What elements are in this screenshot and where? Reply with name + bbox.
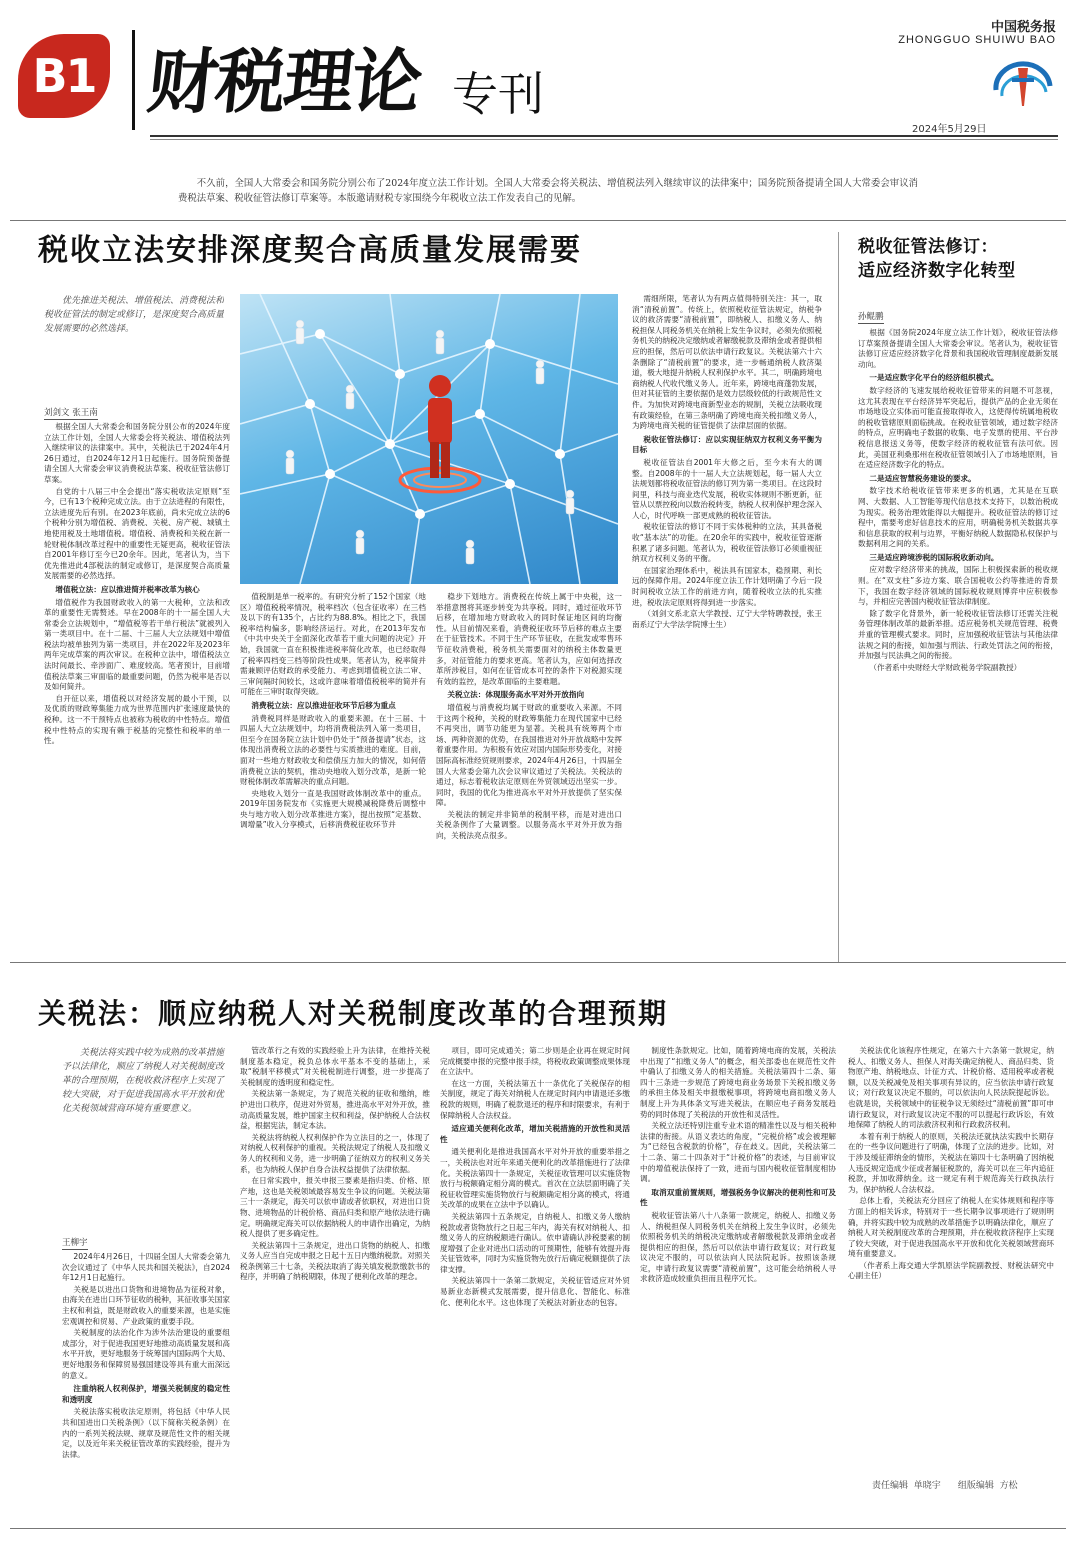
article1-lead: 优先推进关税法、增值税法、消费税法和税收征管法的制定或修订，是深度契合高质量发展需要的必然选择。 xyxy=(44,296,224,334)
subheading: 消费税立法：应以推进征收环节后移为重点 xyxy=(251,700,396,710)
paragraph: 总体上看，关税法充分回应了纳税人在实体规则和程序等方面上的相关诉求，特别对于一些长期争议事项进行了规则明确，并将实践中较为成熟的改革措施予以明确法律化，顺应了纳税人对关税制度改革的合理预期，并在税收救济程序上实现了较大突破，对于促进我国高水平开放和优化关税领域营商环境有重要意义。 xyxy=(848,1196,1054,1259)
paragraph: 在日常实践中，报关申报三要素是指归类、价格、原产地，这也是关税领域最容易发生争议的问题。关税法第三十一条规定，海关可以依申请或者依职权，对进出口货物、进境物品的计税价格、商品归类和原产地依法进行确定。明确规定海关可以依据纳税人的申请作出确定，为纳税人提供了更多确定性。 xyxy=(240,1176,430,1239)
section-title: 财税理论 xyxy=(143,40,425,123)
paragraph: 增值税作为我国财政收入的第一大税种，立法和改革的重要性无需赘述。早在2008年的十一届全国人大常委会立法规划中，“增值税等若干单行税法”就被列入第一类项目中。在十二届、十三届人大立法规划中增值税法均被单独列为第一类项目，并在2022年及2023年两年完成草案的两次审议。在税种立法中，增值税法立法时间最长、牵涉面广、难度较高。笔者预计，目前增值税法草案三审面临的最重要问题，仍然为税率是否以及如何简并。 xyxy=(44,597,230,692)
paragraph: 项目，即可完成通关；第二步则是企业再在规定时间完成概要申报的完整申报手续，将税收政策调整成果体现在立法中。 xyxy=(440,1046,630,1077)
subheading: 增值税立法：应以推进简并税率改革为核心 xyxy=(55,584,200,594)
article1-byline: 刘剑文 张王南 xyxy=(44,408,98,418)
subheading: 取消双重前置规则，增强税务争议解决的便利性和可及性 xyxy=(640,1187,836,1208)
paragraph: 应对数字经济带来的挑战，国际上积极探索新的税收规则。在“双支柱”多边方案、联合国税收公约等推进的背景下，我国在数字经济领域的国际税收规则博弈中应积极参与，并相应完善国内税收征管法律制度。 xyxy=(858,565,1058,607)
paragraph: 自党的十八届三中全会提出“落实税收法定原则”至今，已有13个税种完成立法。由于立法进程的有限性，立法进度先后有别。在2023年底前，尚未完成立法的6个税种分别为增值税、消费税、关税、房产税、城镇土地使用税及土地增值税。增值税、消费税和关税在新一轮财税体制改革过程中的重要性无疑更高，税收征管法自2001年修订至今已20余年。因此，笔者认为，当下优先推进此4部税法的制定或修订，是深度契合高质量发展需要的必然选择。 xyxy=(44,486,230,581)
subheading: 注重纳税人权利保护，增强关税制度的稳定性和透明度 xyxy=(62,1384,230,1404)
section-suffix: 专刊 xyxy=(452,67,544,121)
paragraph: （作者系中央财经大学财政税务学院副教授） xyxy=(869,662,1022,672)
paragraph: 关税法将纳税人权利保护作为立法目的之一，体现了对纳税人权利保护的重视。关税法规定了纳税人及扣缴义务人的权利和义务，进一步明确了征纳双方的权利义务关系，也为纳税人保护自身合法权益提供了法律依据。 xyxy=(240,1132,430,1174)
paragraph: 2024年4月26日，十四届全国人大常委会第九次会议通过了《中华人民共和国关税法》，自2024年12月1日起施行。 xyxy=(62,1252,230,1283)
article-separator xyxy=(10,962,1066,963)
intro-rule xyxy=(10,220,1066,221)
subheading: 三是适应跨境涉税的国际税收新动向。 xyxy=(869,552,999,562)
paragraph: 税收征管法的修订不同于实体税种的立法，其具备税收“基本法”的功能。在20余年的实践中，税收征管逐渐积累了诸多问题。笔者认为，税收征管法修订必须重视征纳双方权利义务的平衡。 xyxy=(632,522,822,564)
paragraph: 税收征管法自2001年大修之后，至今未有大的调整。自2008年的十一届人大立法规划起，每一届人大立法规划都将税收征管法的修订列为第一类项目。在这段时间里，科技与商业迭代发展，税收实体规则不断更新，征管从以票控税向以数治税转变，纳税人权利保护理念深入人心，时代呼唤一部更成熟的税收征管法。 xyxy=(632,457,822,520)
paragraph: 关税法第四十一条第二款规定，关税征管适应对外贸易新业态新模式发展需要，提升信息化、智能化、标准化、便利化水平。这也体现了关税法对新业态的包容。 xyxy=(440,1276,630,1307)
article3-column-3 xyxy=(440,1046,630,1514)
paragraph: 通关便利化是推进我国高水平对外开放的重要举措之一，关税法也对近年来通关便利化的改革措施进行了法律化。关税法第四十一条规定，关税征收管理可以实施货物放行与税额确定相分离的模式。首次在立法层面明确了关税征收管理实施货物放行与税额确定相分离的模式，将通关改革的成果在立法中予以确认。 xyxy=(440,1147,630,1210)
article3-column-1 xyxy=(62,1252,230,1512)
subheading: 一是适应数字化平台的经济组织模式。 xyxy=(869,373,999,383)
intro-box xyxy=(178,176,918,210)
masthead-divider xyxy=(132,30,135,130)
paragraph: 根据全国人大常委会和国务院分别公布的2024年度立法工作计划，全国人大常委会将关税法、增值税法列入继续审议的法律案中。其中，关税法已于2024年4月26日通过，自2024年12月1日起施行。国务院预备提请全国人大常委会审议消费税法草案、税收征管法修订草案。 xyxy=(44,422,230,484)
subheading: 税收征管法修订：应以实现征纳双方权利义务平衡为目标 xyxy=(632,434,822,455)
paragraph: 关税立法还特别注重专业术语的精准性以及与相关税种法律的衔接。从语义表达的角度，“完税价格”或会被理解为“已经包含税款的价格”，存在歧义。因此，关税法第二十二条、第二十四条对于“计税价格”的表述，与目前审议中的增值税法保持了一致，进而与国内税收征管制度相协调。 xyxy=(640,1121,836,1184)
paragraph: 稳步下划地方。消费税在传统上属于中央税，这一举措意图将其逐步转变为共享税。同时，通过征收环节后移，在增加地方财政收入的同时保证地区间的均衡性。从目前情况来看，消费税征收环节后移的难点主要在于征管技术。不同于生产环节征收，在批发或零售环节征收消费税，税务机关需要面对的纳税主体数量更多，对征管能力的要求更高。笔者认为，应如何选择改革所涉税目，如何在征管成本可控的条件下对税源实现有效的监控，是改革面临的主要难题。 xyxy=(436,592,622,686)
article3-column-5 xyxy=(848,1046,1054,1456)
paragraph: 央地收入划分一直是我国财政体制改革中的重点。2019年国务院发布《实施更大规模减税降费后调整中央与地方收入划分改革推进方案》，提出按照“定基数、调增量”收入分享模式，后移消费税征收环节并 xyxy=(240,788,426,830)
paragraph: 需细所限，笔者认为有两点值得特别关注：其一，取消“清税前置”。传统上，依照税收征管法规定，纳税争议的救济需要“清税前置”，即纳税人、扣缴义务人、纳税担保人同税务机关在纳税上发生争议时，必须先依照税务机关的纳税决定缴纳或者解缴税款及滞纳金或者提供相应的担保，然后可以依法申请行政复议。关税法第六十六条删除了“清税前置”的要求，进一步畅通纳税人救济渠道，极大地提升纳税人权利保护水平。其二，明确跨境电商纳税人代收代缴义务人。近年来，跨境电商蓬勃发展，但对其征管的主要依据仍是效力层级较低的行政规范性文件。为加快对跨境电商新型业态的规制，关税立法吸收现有政策经验，在第三条明确了跨境电商关税扣缴义务人，为跨境电商关税的征管提供了法律层面的依据。 xyxy=(632,294,822,431)
article1-vertical-divider xyxy=(838,232,839,962)
article3-lead: 关税法将实践中较为成熟的改革措施予以法律化，顺应了纳税人对关税制度改革的合理预期，在税收救济程序上实现了较大突破，对于促进我国高水平开放和优化关税领域营商环境有重要意义。 xyxy=(62,1048,225,1114)
paragraph: 根据《国务院2024年度立法工作计划》，税收征管法修订草案预备提请全国人大常委会审议。笔者认为，税收征管法修订应适应经济数字化背景和我国税收管理制度最新发展动向。 xyxy=(858,328,1058,369)
paragraph: 值税制是单一税率的。有研究分析了152个国家（地区）增值税税率情况，税率档次（包含征收率）在三档及以下的有135个，占比约为88.8%。相比之下，我国税率结构偏多，影响经济运行。对此，在2013年发布《中共中央关于全面深化改革若干重大问题的决定》开始，我国就一直在积极推进税率简化改革，也已经取得了税率四档变三档等阶段性成果。笔者认为，税率简并需兼顾评估财政的承受能力、考虑到增值税立法二审、三审间隔时间较长，这或许意味着增值税税率的简并有可能在三审时取得突破。 xyxy=(240,592,426,697)
paragraph: 消费税同样是财政收入的重要来源。在十三届、十四届人大立法规划中，均将消费税法列入第一类项目，但至今在国务院立法计划中仍处于“预备提请”状态，这体现出消费税立法的必要性与实质推进的难度。目前，面对一些地方财政收支和偿债压力加大的情况，如何借消费税立法的契机，推动央地收入划分改革，是新一轮财税体制改革需解决的重点问题。 xyxy=(240,713,426,787)
article1-column-1 xyxy=(44,422,230,952)
paper-name-cn: 中国税务报 xyxy=(990,20,1056,35)
article3-column-4 xyxy=(640,1046,836,1514)
paragraph: 关税法优化该程序性规定，在第六十六条第一款规定，纳税人、扣缴义务人、担保人对海关确定纳税人、商品归类、货物原产地、纳税地点、计征方式、计税价格、适用税率或者税额，以及关税减免及相关事项有异议的，应当依法申请行政复议；对行政复议决定不服的，可以依法向人民法院提起诉讼。也就是说，关税领域中的征税争议无须经过“清税前置”即可申请行政复议，对行政复议决定不服的可以提起行政诉讼，有效地保障了纳税人的司法救济权利和行政救济权利。 xyxy=(848,1046,1054,1130)
paragraph: 数字经济的飞速发展给税收征管带来的问题不可忽视，这尤其表现在平台经济异军突起后，提供产品的企业无须在市场地设立实体而可能直接取得收入，这使得传统属地税收的税收管辖原则面临挑战。在税收征管领域，通过数字经济的特点，应明确电子数据的收集、电子发票的使用、平台涉税信息报送义务等，使数字经济的税收征管有法可依。因此，美国亚利桑那州在税收征管领域引入了市场地原则，旨在适应经济数字化的特点。 xyxy=(858,385,1058,470)
subheading: 适应通关便利化改革，增加关税措施的开放性和灵活性 xyxy=(440,1124,630,1144)
paragraph: 在国家治理体系中，税法具有国家本，稳预期、利长远的保障作用。2024年度立法工作计划明确了今后一段时间税收立法工作的前进方向，随着税收立法的扎实推进，税收法定原则将得到进一步落实。 xyxy=(632,565,822,607)
tax-logo-icon xyxy=(988,56,1058,116)
footer-rule xyxy=(10,1528,1066,1529)
paragraph: 关税是以进出口货物和进境物品为征税对象，由海关在进出口环节征收的税种，其征收事关国家主权和利益，既是财政收入的重要来源，也是实施宏观调控和贸易、产业政策的重要手段。 xyxy=(62,1284,230,1326)
article2-title-line1: 税收征管法修订： xyxy=(858,237,998,257)
paragraph: 税收征管法第八十八条第一款规定，纳税人、扣缴义务人、纳税担保人同税务机关在纳税上发生争议时，必须先依照税务机关的纳税决定缴纳或者解缴税款及滞纳金或者提供相应的担保，然后可以依法申请行政复议；对行政复议决定不服的，可以依法向人民法院起诉。按照该条规定，申请行政复议需要“清税前置”，这可能会给纳税人寻求救济造成较重负担而且程序冗长。 xyxy=(640,1210,836,1284)
network-illustration xyxy=(240,294,618,584)
editors-credit: 责任编辑 单晓宇 组版编辑 方松 xyxy=(872,1481,1018,1491)
masthead-bottom-rule xyxy=(150,135,1058,137)
paragraph: 本着有利于纳税人的原则，关税法还就执法实践中长期存在的一些争议问题进行了明确，体现了立法的进步。比如，对于涉及缓征滞纳金的情形，关税法在第四十七条明确了因纳税人违反规定造成少征或者漏征税款的，海关可以在三年内追征税款，并加收滞纳金。这一规定有利于规范海关行政执法行为，保护纳税人合法权益。 xyxy=(848,1131,1054,1194)
article1-title: 税收立法安排深度契合高质量发展需要 xyxy=(38,233,582,268)
article2-title-line2: 适应经济数字化转型 xyxy=(858,261,1016,281)
paragraph: 关税法第四十三条规定，进出口货物的纳税人、扣缴义务人应当自完成申报之日起十五日内缴纳税款。对照关税条例第三十七条，关税法取消了海关填发税款缴款书的程序，并明确了纳税期限，体现了便利化改革的理念。 xyxy=(240,1240,430,1282)
paper-name-pinyin: ZHONGGUO SHUIWU BAO xyxy=(898,34,1056,46)
article3-title: 关税法：顺应纳税人对关税制度改革的合理预期 xyxy=(38,997,669,1030)
paragraph: 关税法的制定并非简单的税制平移，而是对进出口关税条例作了大量调整。以服务高水平对外开放为指向，关税法亮点很多。 xyxy=(436,809,622,841)
subheading: 关税立法：体现服务高水平对外开放指向 xyxy=(447,690,585,700)
intro-text: 不久前，全国人大常委会和国务院分别公布了2024年度立法工作计划。全国人大常委会将关税法、增值税法列入继续审议的法律案中；国务院预备提请全国人大常委会审议消费税法草案、税收征管法修订草案等。本版邀请财税专家围绕今年税收立法工作发表自己的见解。 xyxy=(178,178,918,204)
paragraph: 自开征以来，增值税以对经济发展的最小干预，以及优质的财政筹集能力成为世界范围内扩张速度最快的税种。这一不干预特点也被称为税收的中性特点。增值税中性特点的实现有赖于税基的完整性和税率的单一性。 xyxy=(44,693,230,746)
paragraph: 数字技术给税收征管带来更多的机遇，尤其是在互联网、大数据、人工智能等现代信息技术支持下，以数治税成为现实。税务治理效能得以大幅提升。税收征管法的修订过程中，需要考虑好信息技术的应用，明确税务机关数据共享和信息获取的权利与边界，平衡好纳税人数据隐私权保护与数据利用之间的关系。 xyxy=(858,486,1058,549)
paragraph: 关税制度的法治化作为涉外法治建设的重要组成部分，对于促进我国更好地推动高质量发展和高水平开放，更好地服务于统筹国内国际两个大局、更好地服务和保障贸易强国建设等具有重大而深远的意义。 xyxy=(62,1328,230,1380)
article3-byline: 王柳宇 xyxy=(62,1238,88,1248)
article1-column-2 xyxy=(240,592,426,952)
subheading: 二是适应智慧税务建设的要求。 xyxy=(869,473,976,483)
issue-date: 2024年5月29日 xyxy=(912,124,987,135)
article1-column-3 xyxy=(436,592,622,952)
paragraph: （刘剑文系北京大学教授、辽宁大学特聘教授，张王南系辽宁大学法学院博士生） xyxy=(632,609,822,629)
article3-column-2 xyxy=(240,1046,430,1514)
masthead-bottom-rule-thin xyxy=(150,139,1058,140)
paragraph: 在这一方面，关税法第五十一条优化了关税保存的相关制度，规定了海关对纳税人在规定时间内申请退还多缴税款的规则，明确了税款退还的程序和时限要求，有利于保障纳税人合法权益。 xyxy=(440,1078,630,1120)
article2-body xyxy=(858,328,1058,958)
paragraph: （作者系上海交通大学凯原法学院副教授、财税法研究中心副主任） xyxy=(848,1260,1054,1281)
article1-column-4 xyxy=(632,294,822,954)
page-code: B1 xyxy=(32,49,96,103)
article2-byline: 孙鲲鹏 xyxy=(858,312,884,322)
paragraph: 关税法第四十五条规定，自纳税人、扣缴义务人缴纳税款或者货物放行之日起三年内，海关有权对纳税人、扣缴义务人的应纳税额进行确认。依申请确认涉税要素的制度增强了企业对进出口活动的可预期性，能够有效提升海关征管效率，同时为实施货物先放行后确定税额提供了法律支撑。 xyxy=(440,1211,630,1274)
paragraph: 关税法落实税收法定原则，将包括《中华人民共和国进出口关税条例》（以下简称关税条例）在内的一系列关税法规、规章及规范性文件的相关规定，以及近年来关税征管改革的实践经验，提升为法律。 xyxy=(62,1407,230,1459)
paragraph: 关税法第一条规定，为了规范关税的征收和缴纳，维护进出口秩序，促进对外贸易，推进高水平对外开放，推动高质量发展，维护国家主权和利益，保护纳税人合法权益，根据宪法，制定本法。 xyxy=(240,1089,430,1131)
paragraph: 管改革行之有效的实践经验上升为法律，在维持关税制度基本稳定，税负总体水平基本不变的基础上，采取“税制平移模式”对关税税制进行调整，进一步提高了关税制度的透明度和稳定性。 xyxy=(240,1046,430,1087)
paragraph: 增值税与消费税均属于财政的重要收入来源。不同于这两个税种，关税的财政筹集能力在现代国家中已经不再突出，调节功能更为显著。关税具有统筹两个市场、两种资源的优势，在我国推进对外开放战略中发挥着重要作用。为积极有效应对国内国际形势变化，对接国际高标准经贸规则要求，2024年4月26日，十四届全国人大常委会第九次会议审议通过了关税法。关税法的通过，标志着税收法定原则在外贸领域迈出坚实一步。同时，我国的优化为推进高水平对外开放提供了坚实保障。 xyxy=(436,702,622,808)
paragraph: 除了数字化背景外，新一轮税收征管法修订还需关注税务管理体制改革的最新举措。适应税务机关规范管理、税费并重的管理模式要求。同时，应加强税收征管法与其他法律法规之间的衔接，如加强与刑法、行政处罚法之间的衔接，并加强与民法典之间的衔接。 xyxy=(858,608,1058,661)
paragraph: 制度性条款规定。比如，随着跨境电商的发展，关税法中出现了“扣缴义务人”的概念，相关部委也在规范性文件中确认了扣缴义务人的相关措施。关税法第四十二条、第四十三条进一步规范了跨境电商业务场景下关税扣缴义务的承担主体及相关申报缴税事项，将跨境电商扣缴义务人制度上升为具体条文写进关税法，在顺应电子商务发展趋势的同时体现了关税法的开放性和灵活性。 xyxy=(640,1046,836,1119)
